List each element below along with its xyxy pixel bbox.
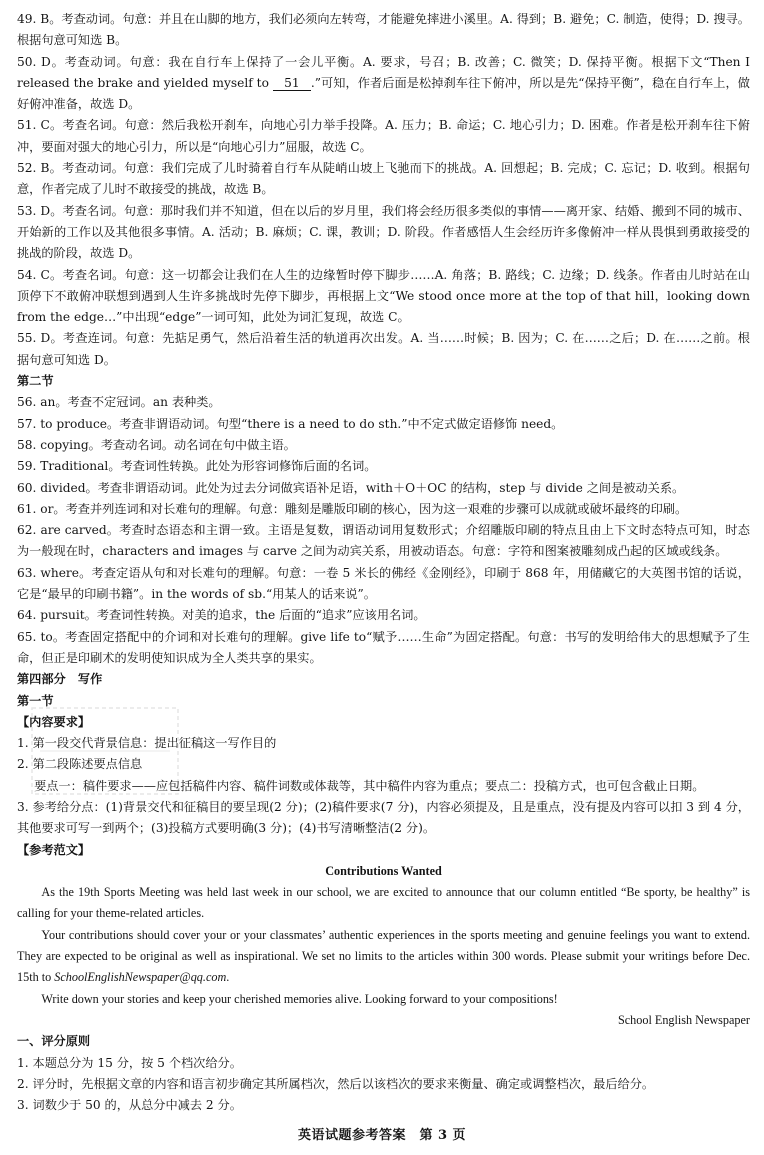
content-req-points: 要点一：稿件要求——应包括稿件内容、稿件词数或体裁等，其中稿件内容为重点；要点二：投稿方式，也可包含截止日期。 [34,778,705,793]
answer-item-50 [17,52,750,116]
content-requirements-heading: 【内容要求】 [17,714,91,729]
grading-rule-2: 2. 评分时，先根据文章的内容和语言初步确定其所属档次，然后以该档次的要求来衡量、确定或调整档次，最后给分。 [17,1076,655,1091]
page-footer: 英语试题参考答案 第 3 页 [297,1128,467,1143]
answer-item-56: 56. an。考查不定冠词。an 表种类。 [17,395,221,410]
answer-item-61: 61. or。考查并列连词和对长难句的理解。句意：雕刻是雕版印刷的核心，因为这一艰难的步骤可以成就或破坏最终的印刷。 [17,501,688,516]
answer-item-53: 53. D。考查名词。句意：那时我们并不知道，但在以后的岁月里，我们将会经历很多类似的事情——离开家、结婚、搬到不同的城市、开始新的工作以及其他很多事情。A. 活动；B. 麻烦；C. 课，教训；D. 阶段。作者感悟人生会经历许多像俯冲一样从畏惧到勇敢接受的挑战的阶段，故选 D。 [17,203,750,261]
answer-item-49: 49. B。考查动词。句意：并且在山脚的地方，我们必须向左转弯，才能避免摔进小溪里。A. 得到；B. 避免；C. 制造，使得；D. 搜寻。根据句意可知选 B。 [17,12,750,48]
answer-item-65: 65. to。考查固定搭配中的介词和对长难句的理解。give life to“赋予……生命”为固定搭配。句意：书写的发明给伟大的思想赋予了生命，但正是印刷术的发明使知识成为全人类共享的果实。 [17,629,750,665]
answer-item-62: 62. are carved。考查时态语态和主谓一致。主语是复数，谓语动词用复数形式；介绍雕版印刷的特点且由上下文时态特点可知，时态为一般现在时，characters and images 与 carve 之间为动宾关系，用被动语态。句意：字符和图案被雕刻成凸起的区域或线条。 [17,523,750,559]
section-2-heading: 第二节 [17,374,54,389]
grading-rule-3: 3. 词数少于 50 的，从总分中减去 2 分。 [17,1098,242,1113]
essay-paragraph-2 [17,925,750,989]
sample-essay-heading: 【参考范文】 [17,842,91,857]
essay-signature: School English Newspaper [617,1012,750,1027]
essay-paragraph-2-end: . [226,970,230,985]
answer-item-60: 60. divided。考查非谓语动词。此处为过去分词做宾语补足语，with＋O＋OC 的结构，step 与 divide 之间是被动关系。 [17,480,685,495]
essay-title: Contributions Wanted [325,863,442,878]
grading-principles-heading: 一、评分原则 [17,1034,91,1049]
answer-item-51: 51. C。考查名词。句意：然后我松开刹车，向地心引力举手投降。A. 压力；B. 命运；C. 地心引力；D. 困难。作者是松开刹车往下俯冲，要面对强大的地心引力，所以是“向地心引力”屈服，故选 C。 [17,118,750,154]
answer-item-55: 55. D。考查连词。句意：先掂足勇气，然后沿着生活的轨道再次出发。A. 当……时候；B. 因为；C. 在……之后；D. 在……之前。根据句意可知选 D。 [17,331,750,367]
section-1-heading: 第一节 [17,693,54,708]
essay-paragraph-2-text: Your contributions should cover your or your classmates’ authentic experiences in the sports meeting and genuine feelings you want to extend. They are expected to be original as well as inspirational. We set no limits to the articles within 300 words. Please submit your writings before Dec. 15th to [17,927,750,985]
content-req-2: 2. 第二段陈述要点信息 [17,757,143,772]
answer-item-64: 64. pursuit。考查词性转换。对美的追求，the 后面的“追求”应该用名词。 [17,608,426,623]
answer-item-58: 58. copying。考查动名词。动名词在句中做主语。 [17,437,296,452]
part-4-heading: 第四部分 写作 [17,672,103,687]
essay-paragraph-1: As the 19th Sports Meeting was held last week in our school, we are excited to announce that our column entitled “Be sporty, be healthy” is calling for your theme-related articles. [17,885,750,921]
answer-item-52: 52. B。考查动词。句意：我们完成了儿时骑着自行车从陡峭山坡上飞驰而下的挑战。A. 回想起；B. 完成；C. 忘记；D. 收到。根据句意，作者完成了儿时不敢接受的挑战，故选 B。 [17,161,750,197]
answer-item-50-tail: .”可知，作者后面是松掉刹车往下俯冲，所以是先“保持平衡”，稳在自行车上，做好俯冲准备，故选 D。 [17,75,750,112]
grading-rule-1: 1. 本题总分为 15 分，按 5 个档次给分。 [17,1055,242,1070]
content-req-3: 3. 参考给分点：(1)背景交代和征稿目的要呈现(2 分)；(2)稿件要求(7 分)，内容必须提及，且是重点，没有提及内容可以扣 3 到 4 分，其他要求可写一到两个；(3)投稿方式要明确(3 分)；(4)书写清晰整洁(2 分)。 [17,799,750,836]
content-req-1: 1. 第一段交代背景信息：提出征稿这一写作目的 [17,736,277,751]
essay-paragraph-3: Write down your stories and keep your cherished memories alive. Looking forward to your compositions! [41,991,558,1006]
answer-item-63: 63. where。考查定语从句和对长难句的理解。句意：一卷 5 米长的佛经《金刚经》，印刷于 868 年，用储藏它的大英图书馆的话说，它是“最早的印刷书籍”。in the words of sb.“用某人的话来说”。 [17,565,750,602]
answer-item-50-text: 50. D。考查动词。句意：我在自行车上保持了一会儿平衡。A. 要求，号召；B. 改善；C. 微笑；D. 保持平衡。根据下文“Then I released the brake and yielded myself to [17,54,750,90]
answer-item-57: 57. to produce。考查非谓语动词。句型“there is a need to do sth.”中不定式做定语修饰 need。 [17,416,564,431]
answer-item-54: 54. C。考查名词。句意：这一切都会让我们在人生的边缘暂时停下脚步……A. 角落；B. 路线；C. 边缘；D. 线条。作者由儿时站在山顶停下不敢俯冲联想到遇到人生许多挑战时先停下脚步，再根据上文“We stood once more at the top of that hill，looking down from the edge…”中出现“edge”一词可知，此处为词汇复现，故选 C。 [17,267,750,325]
answer-item-59: 59. Traditional。考查词性转换。此处为形容词修饰后面的名词。 [17,459,377,474]
answer-blank-51: 51 [273,76,311,91]
email-address: SchoolEnglishNewspaper@qq.com [54,970,227,985]
